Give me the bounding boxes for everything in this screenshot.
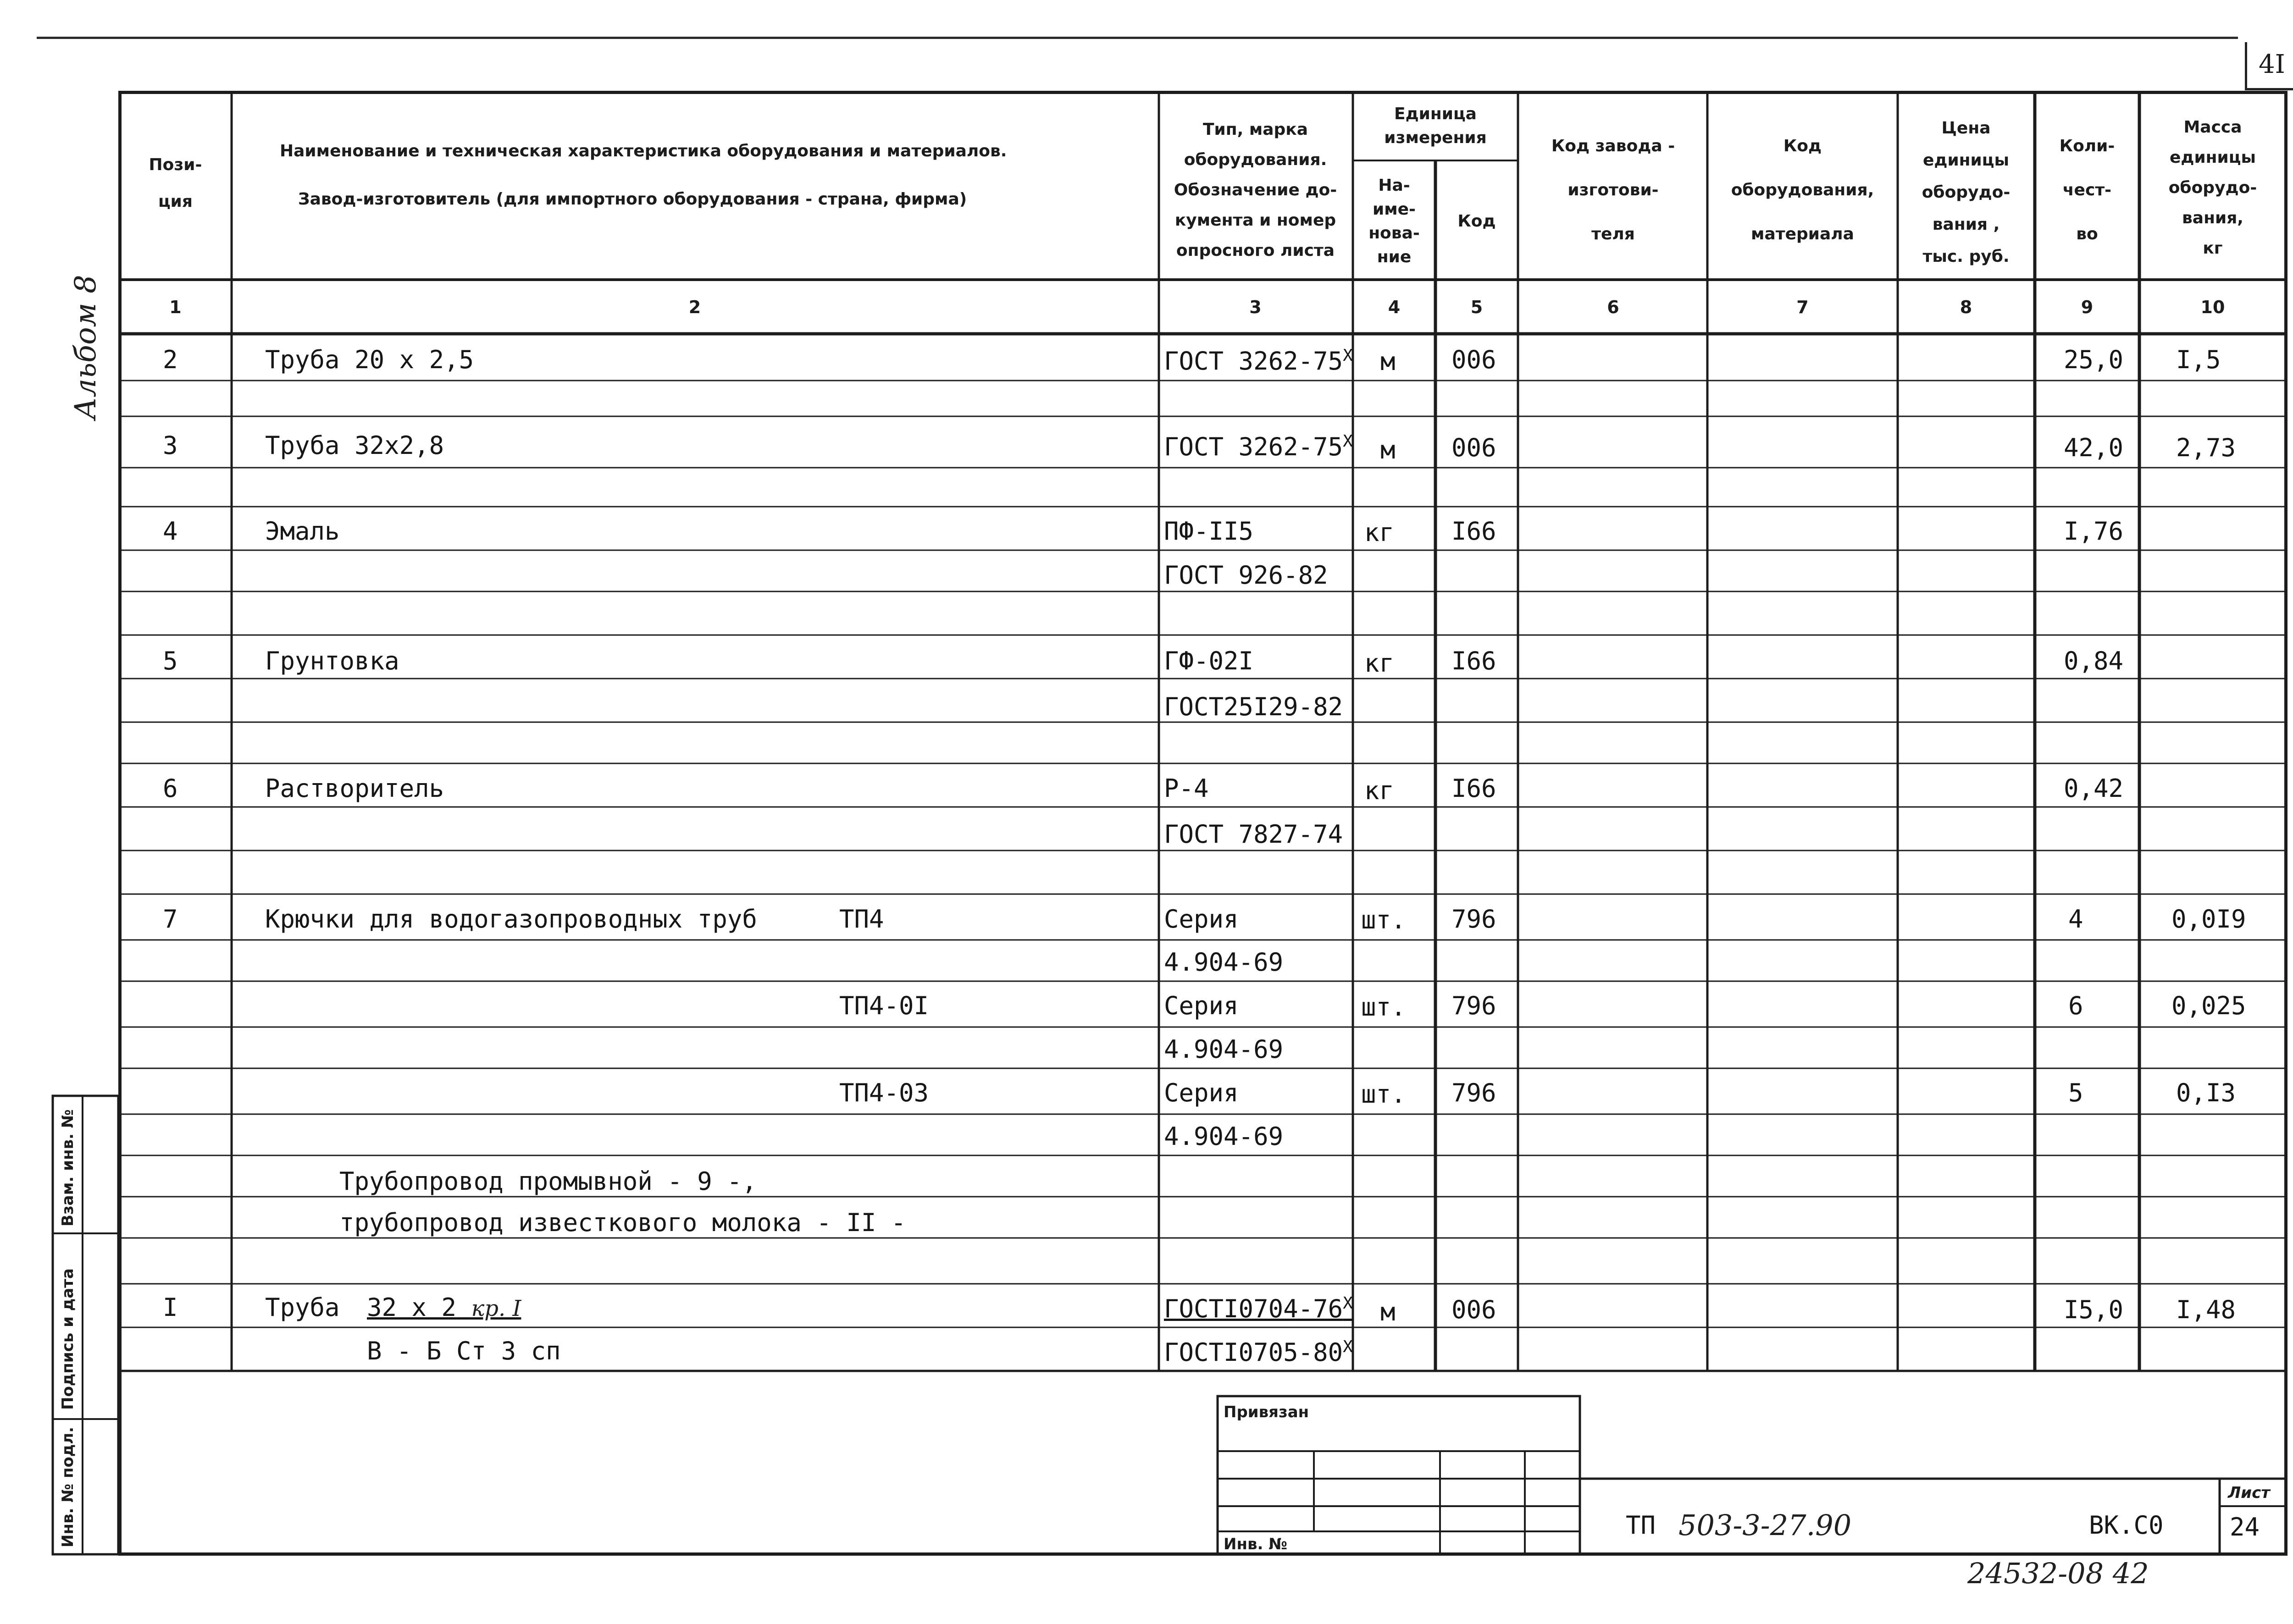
row-8-mass: 0,I3 — [2176, 1078, 2236, 1107]
row-8-code: 796 — [1451, 1078, 1496, 1107]
row-4-position: 5 — [163, 646, 178, 675]
header-type: Тип, марка оборудования. Обозначение до- кумента и номер опросного листа — [1174, 120, 1337, 260]
header-mass: Масса единицы оборудо- вания, кг — [2168, 118, 2257, 258]
col-number-4: 4 — [1388, 297, 1401, 317]
col-number-1: 1 — [169, 297, 182, 317]
stamp-inv-no: Инв. № — [1224, 1535, 1288, 1553]
row-3-type: ПФ-II5 — [1164, 517, 1254, 546]
row-6-type: Серия — [1164, 905, 1239, 934]
row-4-unit: кг — [1364, 649, 1395, 678]
side-label-vzam: Взам. инв. № — [59, 1109, 77, 1226]
row-5-position: 6 — [163, 774, 178, 803]
row-6-position: 7 — [163, 905, 178, 934]
row-5-code: I66 — [1451, 774, 1496, 803]
row-7-qty: 6 — [2068, 991, 2083, 1020]
row-7-mass: 0,025 — [2171, 991, 2246, 1020]
row-1-position: 2 — [163, 345, 178, 374]
row-1-qty: 25,0 — [2064, 345, 2124, 374]
row-1-code: 006 — [1451, 345, 1496, 374]
row-7-type-doc: 4.904-69 — [1164, 1035, 1284, 1064]
section-title-1: Трубопровод промывной - 9 -, — [339, 1167, 757, 1196]
row-8-qty: 5 — [2068, 1078, 2083, 1107]
row-3-position: 4 — [163, 517, 178, 546]
row-8-type: Серия — [1164, 1078, 1239, 1107]
row-2-mass: 2,73 — [2176, 433, 2236, 462]
row-3-qty: I,76 — [2064, 517, 2124, 546]
section-title-2: трубопровод известкового молока - II - — [339, 1208, 906, 1237]
last-row-qty: I5,0 — [2064, 1295, 2124, 1324]
row-4-name: Грунтовка — [265, 646, 399, 675]
sheet-number: 24 — [2230, 1513, 2260, 1541]
row-3-code: I66 — [1451, 517, 1496, 546]
side-label-inv-podl: Инв. № подл. — [59, 1426, 77, 1547]
sheet-label: Лист — [2228, 1484, 2270, 1502]
col-number-7: 7 — [1796, 297, 1809, 317]
row-3-name: Эмаль — [265, 517, 340, 546]
last-row-name: Труба — [265, 1293, 340, 1322]
row-8-type-doc: 4.904-69 — [1164, 1122, 1284, 1151]
last-row-unit: м — [1380, 1298, 1396, 1326]
header-quantity: Коли- чест- во — [2059, 137, 2115, 243]
row-8-unit: шт. — [1361, 1080, 1406, 1109]
row-5-name: Растворитель — [265, 774, 444, 803]
last-row-type-doc: $ГОСТI0705-80^Х$ — [1164, 1337, 1353, 1367]
col-number-5: 5 — [1470, 297, 1483, 317]
row-6-name: Крючки для водогазопроводных труб — [265, 905, 757, 934]
header-unit-name: На- име- нова- ние — [1368, 176, 1420, 266]
row-6-code: 796 — [1451, 905, 1496, 934]
row-5-unit: кг — [1364, 776, 1395, 805]
last-row-name-spec: 32 х 2 кр. I — [367, 1293, 521, 1322]
last-row-position: I — [163, 1293, 178, 1322]
row-6-qty: 4 — [2068, 905, 2083, 934]
row-1-unit: м — [1380, 347, 1396, 376]
row-1-name: Труба 20 х 2,5 — [265, 345, 474, 374]
row-6-type-doc: 4.904-69 — [1164, 948, 1284, 977]
last-row-type: $ГОСТI0704-76^Х$ — [1164, 1294, 1353, 1323]
last-row-mass: I,48 — [2176, 1295, 2236, 1324]
header-unit: Единица измерения — [1384, 105, 1487, 147]
col-number-6: 6 — [1607, 297, 1619, 317]
sheet-code: ВК.С0 — [2089, 1511, 2164, 1540]
page-number: 4I — [2259, 50, 2285, 79]
row-2-code: 006 — [1451, 433, 1496, 462]
header-name-line2: Завод-изготовитель (для импортного оборудования - страна, фирма) — [298, 190, 967, 209]
col-number-3: 3 — [1249, 297, 1262, 317]
row-4-code: I66 — [1451, 646, 1496, 675]
header-name-line1: Наименование и техническая характеристика оборудования и материалов. — [280, 142, 1007, 160]
col-number-8: 8 — [1960, 297, 1972, 317]
col-number-9: 9 — [2081, 297, 2094, 317]
row-6-unit: шт. — [1361, 906, 1406, 934]
row-6-mass: 0,0I9 — [2171, 905, 2246, 934]
row-2-position: 3 — [163, 431, 178, 460]
row-5-qty: 0,42 — [2064, 774, 2124, 803]
doc-code-prefix: ТП — [1626, 1511, 1656, 1540]
header-position: Пози- ция — [149, 155, 202, 211]
header-price: Цена единицы оборудо- вания , тыс. руб. — [1922, 119, 2011, 266]
header-unit-code: Код — [1457, 211, 1496, 231]
row-6-mark: ТП4 — [839, 905, 884, 934]
row-2-unit: м — [1380, 436, 1396, 464]
row-2-qty: 42,0 — [2064, 433, 2124, 462]
row-7-mark: ТП4-0I — [839, 991, 929, 1020]
side-label-podpis: Подпись и дата — [59, 1268, 77, 1410]
row-7-unit: шт. — [1361, 993, 1406, 1022]
last-row-code: 006 — [1451, 1295, 1496, 1324]
row-4-type-doc: ГОСТ25I29-82 — [1164, 692, 1343, 721]
row-7-type: Серия — [1164, 991, 1239, 1020]
row-1-type: ГОСТ $3262-75^Х$ — [1164, 346, 1353, 376]
col-number-10: 10 — [2200, 297, 2225, 317]
row-7-code: 796 — [1451, 991, 1496, 1020]
row-3-type-doc: ГОСТ 926-82 — [1164, 561, 1328, 590]
doc-code-handwritten: 503-3-27.90 — [1678, 1508, 1852, 1542]
row-1-mass: I,5 — [2176, 345, 2221, 374]
row-4-type: ГФ-02I — [1164, 646, 1254, 675]
row-3-unit: кг — [1364, 518, 1395, 547]
bottom-note: 24532-08 42 — [1967, 1557, 2149, 1590]
row-4-qty: 0,84 — [2064, 646, 2124, 675]
last-row-name-steel: В - Б Ст 3 сп — [367, 1337, 561, 1365]
row-2-type: ГОСТ $3262-75^Х$ — [1164, 432, 1353, 461]
row-5-type: Р-4 — [1164, 774, 1209, 803]
header-factory-code: Код завода - изготови- теля — [1551, 137, 1675, 243]
row-2-name: Труба 32х2,8 — [265, 431, 444, 460]
album-note: Альбом 8 — [69, 275, 103, 420]
row-8-mark: ТП4-03 — [839, 1078, 929, 1107]
row-5-type-doc: ГОСТ 7827-74 — [1164, 820, 1343, 849]
col-number-2: 2 — [688, 297, 701, 317]
header-equipment-code: Код оборудования, материала — [1731, 137, 1874, 243]
stamp-privyazan: Привязан — [1224, 1403, 1309, 1421]
